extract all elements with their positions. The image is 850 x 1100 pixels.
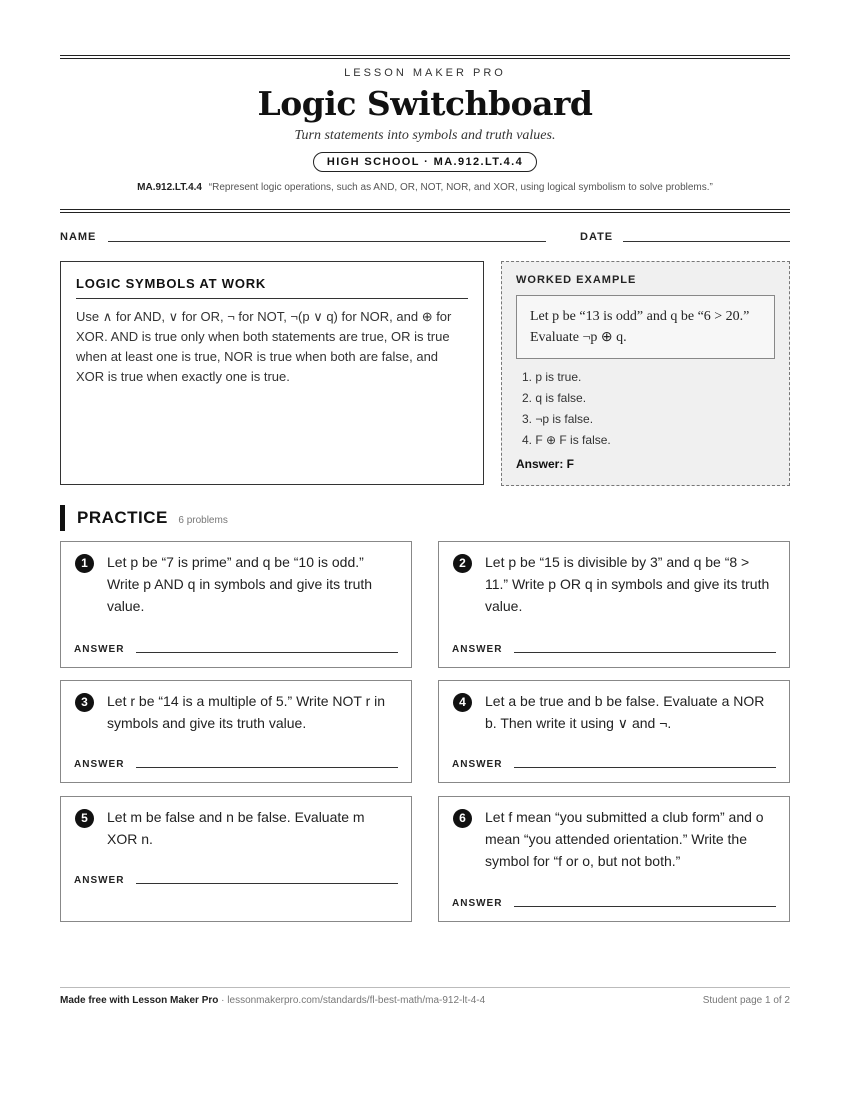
- answer-label: ANSWER: [452, 644, 503, 655]
- worked-example-step: 4. F ⊕ F is false.: [522, 433, 611, 447]
- answer-row: [452, 895, 776, 909]
- worked-example-step: 3. ¬p is false.: [522, 412, 594, 426]
- problem-card-5: [60, 796, 412, 922]
- answer-label: ANSWER: [74, 644, 125, 655]
- answer-label: ANSWER: [74, 875, 125, 886]
- answer-line[interactable]: [514, 767, 776, 768]
- standard-code: MA.912.LT.4.4: [137, 182, 202, 193]
- problem-number: 5: [75, 809, 94, 828]
- logic-symbols-title: LOGIC SYMBOLS AT WORK: [76, 276, 468, 299]
- logic-symbols-box: [60, 261, 484, 485]
- problem-number: 4: [453, 693, 472, 712]
- problem-text: Let p be “15 is divisible by 3” and q be “8 > 11.” Write p OR q in symbols and give its truth value.: [485, 554, 770, 614]
- header-bottom-rule: [60, 209, 790, 210]
- problem-card-2: [438, 541, 790, 668]
- footer-page-number: Student page 1 of 2: [702, 995, 790, 1006]
- answer-row: [452, 756, 776, 770]
- worked-example-title: WORKED EXAMPLE: [516, 274, 637, 286]
- worked-example-step: 1. p is true.: [522, 370, 582, 384]
- date-field-line[interactable]: [623, 241, 790, 242]
- answer-line[interactable]: [136, 652, 398, 653]
- answer-row: [74, 641, 398, 655]
- problem-number: 1: [75, 554, 94, 573]
- answer-label: ANSWER: [74, 759, 125, 770]
- problem-number: 6: [453, 809, 472, 828]
- answer-line[interactable]: [136, 883, 398, 884]
- answer-row: [74, 756, 398, 770]
- header-bottom-rule-thin: [60, 212, 790, 213]
- practice-heading: [60, 505, 228, 531]
- footer-url[interactable]: · lessonmakerpro.com/standards/fl-best-math/ma-912-lt-4-4: [221, 995, 486, 1006]
- problem-card-1: [60, 541, 412, 668]
- answer-line[interactable]: [136, 767, 398, 768]
- problem-text: Let f mean “you submitted a club form” and o mean “you attended orientation.” Write the symbol for “f or o, but not both.”: [485, 809, 764, 869]
- footer-credit: [60, 995, 485, 1006]
- practice-count: 6 problems: [178, 515, 228, 526]
- page-subtitle: Turn statements into symbols and truth values.: [294, 128, 556, 143]
- logic-symbols-body: Use ∧ for AND, ∨ for OR, ¬ for NOT, ¬(p ∨ q) for NOR, and ⊕ for XOR. AND is true only when both statements are true, OR is true when at least one is true, NOR is true when both are false, and XOR is true when exactly one is true.: [76, 309, 452, 384]
- worked-example-step: 2. q is false.: [522, 391, 587, 405]
- worked-example-prompt: Let p be “13 is odd” and q be “6 > 20.” Evaluate ¬p ⊕ q.: [516, 295, 775, 359]
- top-rule: [60, 55, 790, 56]
- name-field-line[interactable]: [108, 241, 546, 242]
- problem-number: 3: [75, 693, 94, 712]
- problem-card-3: [60, 680, 412, 783]
- answer-row: [74, 872, 398, 886]
- standard-text: “Represent logic operations, such as AND, OR, NOT, NOR, and XOR, using logical symbolism to solve problems.”: [208, 182, 713, 193]
- problem-card-6: [438, 796, 790, 922]
- problem-text: Let a be true and b be false. Evaluate a NOR b. Then write it using ∨ and ¬.: [485, 693, 765, 731]
- footer-rule: [60, 987, 790, 988]
- worked-example-box: [501, 261, 790, 486]
- name-label: NAME: [60, 231, 97, 243]
- footer-brand: Made free with Lesson Maker Pro: [60, 995, 219, 1006]
- worksheet-page: [60, 0, 790, 1100]
- problem-text: Let p be “7 is prime” and q be “10 is odd.” Write p AND q in symbols and give its truth value.: [107, 554, 373, 614]
- grade-standard-badge: HIGH SCHOOL · MA.912.LT.4.4: [313, 152, 537, 172]
- answer-line[interactable]: [514, 652, 776, 653]
- answer-row: [452, 641, 776, 655]
- problem-text: Let r be “14 is a multiple of 5.” Write NOT r in symbols and give its truth value.: [107, 693, 386, 731]
- practice-title: PRACTICE: [77, 508, 168, 527]
- brand-kicker: LESSON MAKER PRO: [344, 67, 506, 79]
- answer-line[interactable]: [514, 906, 776, 907]
- problem-number: 2: [453, 554, 472, 573]
- problem-text: Let m be false and n be false. Evaluate m XOR n.: [107, 809, 365, 847]
- standard-description: [60, 182, 790, 193]
- answer-label: ANSWER: [452, 759, 503, 770]
- grade-badge-wrap: [60, 152, 790, 172]
- answer-label: ANSWER: [452, 898, 503, 909]
- worked-example-steps: [516, 367, 775, 451]
- page-title: Logic Switchboard: [257, 84, 593, 123]
- top-rule-thin: [60, 58, 790, 59]
- problem-card-4: [438, 680, 790, 783]
- worked-example-answer: Answer: F: [516, 457, 575, 471]
- date-label: DATE: [580, 231, 614, 243]
